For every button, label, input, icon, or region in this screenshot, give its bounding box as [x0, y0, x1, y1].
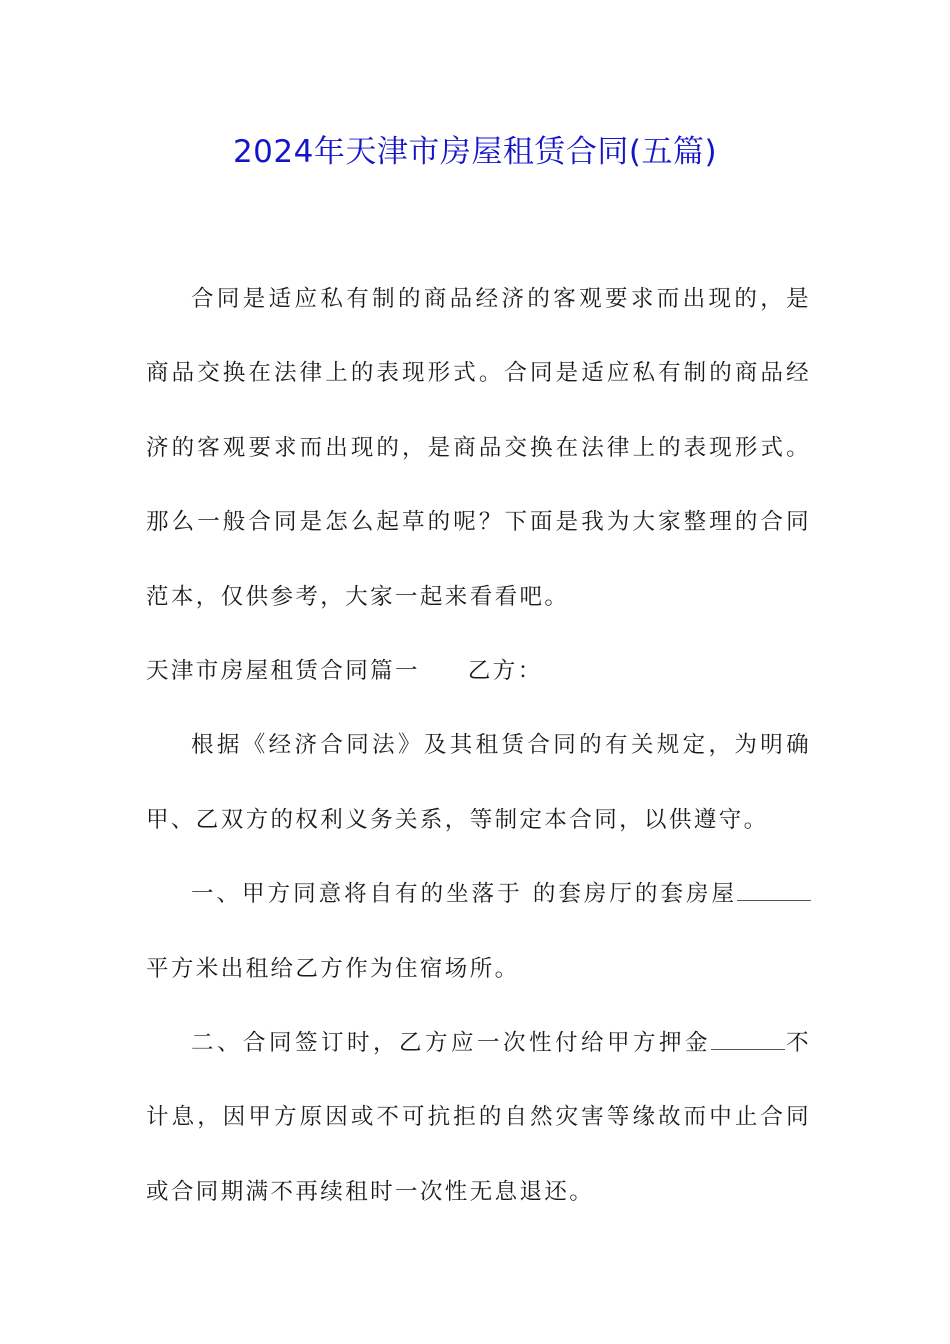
clause-2-text-a: 二、合同签订时，乙方应一次性付给甲方押金 [191, 1030, 711, 1057]
intro-paragraph: 合同是适应私有制的商品经济的客观要求而出现的，是商品交换在法律上的表现形式。合同是适应私有制的商品经济的客观要求而出现的，是商品交换在法律上的表现形式。那么一般合同是怎么起草的呢？下面是我为大家整理的合同范本，仅供参考，大家一起来看看吧。 [146, 286, 811, 610]
clause-1-paragraph [146, 857, 811, 1006]
clause-2-paragraph [146, 1006, 811, 1229]
section-heading: 天津市房屋租赁合同篇一 [146, 658, 420, 685]
party-b-label: 乙方： [467, 658, 543, 685]
clause-1-text-b: 平方米出租给乙方作为住宿场所。 [146, 955, 520, 982]
clause-2-text-b: 不计息，因甲方原因或不可抗拒的自然灾害等缘故而中止合同或合同期满不再续租时一次性无息退还。 [146, 1030, 811, 1205]
document-title: 2024年天津市房屋租赁合同(五篇) [232, 134, 718, 170]
deposit-blank-line [711, 1033, 785, 1050]
basis-paragraph: 根据《经济合同法》及其租赁合同的有关规定，为明确甲、乙双方的权利义务关系，等制定本合同，以供遵守。 [146, 732, 811, 833]
document-body [146, 262, 811, 1229]
section-heading-line [146, 634, 811, 708]
area-blank-line [737, 884, 811, 901]
clause-1-text-a: 一、甲方同意将自有的坐落于 的套房厅的套房屋 [191, 881, 737, 908]
